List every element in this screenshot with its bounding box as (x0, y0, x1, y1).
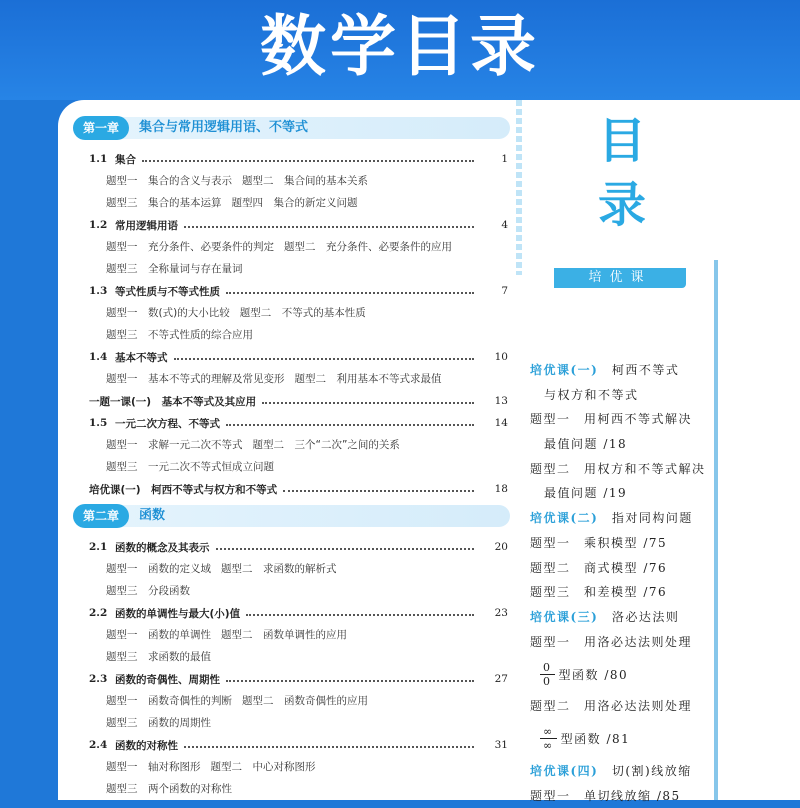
page-number: 20 (494, 541, 508, 553)
question-type: 题型二 利用基本不等式求最值 (294, 373, 442, 385)
toc-entry[interactable] (73, 602, 510, 624)
side-line-text: 题型一 用洛必达法则处理 (530, 634, 693, 649)
side-line-text: 题型一 乘积模型 /75 (530, 535, 668, 550)
toc-entry[interactable] (73, 412, 510, 434)
toc-char-mu: 目 (597, 113, 646, 169)
side-entry (530, 407, 800, 432)
question-type-row (73, 690, 510, 712)
peiyou-ribbon: 培优课 (554, 268, 686, 288)
toc-entry[interactable] (73, 734, 510, 756)
page-number: 10 (494, 351, 508, 363)
toc-main-column (73, 116, 510, 800)
leader-dots (174, 350, 475, 360)
toc-entry[interactable] (73, 390, 510, 412)
side-entry (530, 556, 800, 581)
question-type-row (73, 624, 510, 646)
toc-entry[interactable] (73, 478, 510, 500)
question-type: 题型二 函数单调性的应用 (221, 629, 347, 641)
page-number: 1 (501, 153, 508, 165)
section-number: 2.1 (89, 541, 108, 553)
side-entry (530, 457, 800, 482)
side-line-text: 题型二 用权方和不等式解决 (530, 461, 706, 476)
question-type: 题型三 不等式性质的综合应用 (106, 329, 253, 341)
page-number: 18 (494, 483, 508, 495)
question-type: 题型一 集合的含义与表示 (106, 175, 232, 187)
side-line-text: 洛必达法则 (598, 609, 680, 624)
leader-dots (216, 540, 475, 550)
question-type-row (73, 778, 510, 800)
fraction (540, 725, 557, 752)
side-line-text: 题型二 商式模型 /76 (530, 560, 668, 575)
leader-dots (226, 284, 474, 294)
question-type: 题型一 数(式)的大小比较 (106, 307, 230, 319)
question-type: 题型二 三个“二次”之间的关系 (252, 439, 400, 451)
fraction (540, 661, 555, 688)
question-type: 题型一 充分条件、必要条件的判定 (106, 241, 274, 253)
question-type: 题型二 求函数的解析式 (221, 563, 337, 575)
question-type: 题型二 不等式的基本性质 (239, 307, 366, 319)
fraction-denominator: 0 (543, 674, 552, 688)
side-entry (530, 630, 800, 655)
question-type: 题型三 集合的基本运算 (106, 197, 222, 209)
leader-dots (262, 394, 474, 404)
section-title: 一元二次方程、不等式 (115, 417, 220, 430)
page-number: 23 (494, 607, 508, 619)
side-entry (530, 654, 800, 694)
side-entry (530, 719, 800, 759)
section-number: 2.3 (89, 673, 108, 685)
side-entry (530, 481, 800, 506)
side-entry (530, 694, 800, 719)
question-type: 题型三 函数的周期性 (106, 717, 211, 729)
question-type: 题型一 函数的单调性 (106, 629, 211, 641)
question-type: 题型三 两个函数的对称性 (106, 783, 232, 795)
side-entry (530, 784, 800, 808)
banner-title: 数学目录 (260, 8, 540, 85)
page-number: 31 (494, 739, 508, 751)
section-title: 函数的奇偶性、周期性 (115, 673, 220, 686)
question-type: 题型二 函数奇偶性的应用 (242, 695, 368, 707)
question-type: 题型三 一元二次不等式恒成立问题 (106, 461, 274, 473)
toc-entry[interactable] (73, 346, 510, 368)
section-title: 基本不等式 (115, 351, 168, 364)
section-title: 常用逻辑用语 (115, 219, 178, 232)
question-type: 题型一 基本不等式的理解及常见变形 (106, 373, 285, 385)
side-line-text: 型函数 /81 (560, 732, 631, 747)
question-type: 题型三 分段函数 (106, 585, 190, 597)
side-line-text: 与权方和不等式 (544, 387, 639, 402)
question-type: 题型一 函数奇偶性的判断 (106, 695, 232, 707)
question-type: 题型三 求函数的最值 (106, 651, 211, 663)
question-type-row (73, 756, 510, 778)
page-number: 4 (501, 219, 508, 231)
fraction-numerator: ∞ (540, 725, 557, 739)
peiyou-label: 培优课(三) (530, 609, 599, 624)
peiyou-heading[interactable] (530, 358, 800, 383)
toc-side-column (516, 100, 800, 803)
fraction-denominator: ∞ (543, 739, 554, 753)
question-type-row (73, 258, 510, 280)
section-title: 等式性质与不等式性质 (115, 285, 220, 298)
question-type-row (73, 236, 510, 258)
chapter-header (73, 504, 510, 528)
toc-char-lu: 录 (597, 177, 646, 233)
side-line-text: 题型三 和差模型 /76 (530, 585, 668, 600)
peiyou-label: 培优课(二) (530, 511, 599, 526)
section-title: 函数的对称性 (115, 739, 178, 752)
question-type: 题型四 集合的新定义问题 (231, 197, 358, 209)
decorative-stripe (516, 100, 522, 275)
side-entry (530, 383, 800, 408)
leader-dots (142, 152, 474, 162)
toc-entry[interactable] (73, 148, 510, 170)
question-type-row (73, 558, 510, 580)
toc-entry[interactable] (73, 280, 510, 302)
leader-dots (226, 416, 474, 426)
side-line-text: 切(割)线放缩 (598, 763, 692, 778)
section-title: 一题一课(一) 基本不等式及其应用 (89, 395, 257, 408)
fraction-numerator: 0 (540, 661, 555, 675)
section-title: 函数的概念及其表示 (115, 541, 210, 554)
question-type: 题型二 集合间的基本关系 (242, 175, 368, 187)
section-title: 集合 (115, 153, 136, 166)
question-type: 题型一 函数的定义域 (106, 563, 211, 575)
question-type-row (73, 434, 510, 456)
question-type-row (73, 712, 510, 734)
peiyou-heading[interactable] (530, 759, 800, 784)
side-line-text: 题型一 单切线放缩 /85 (530, 788, 681, 803)
section-number: 1.2 (89, 219, 108, 231)
leader-dots (184, 218, 474, 228)
leader-dots (283, 482, 474, 492)
header-banner (0, 0, 800, 100)
question-type-row (73, 302, 510, 324)
chapter-header (73, 116, 510, 140)
section-number: 1.1 (89, 153, 108, 165)
side-line-text: 柯西不等式 (598, 363, 680, 377)
question-type: 题型一 求解一元二次不等式 (106, 439, 243, 451)
side-line-text: 指对同构问题 (598, 511, 693, 526)
peiyou-label: 培优课(四) (530, 763, 599, 778)
question-type-row (73, 580, 510, 602)
chapter-title: 函数 (139, 508, 166, 523)
question-type-row (73, 170, 510, 192)
side-entry (530, 432, 800, 457)
question-type: 题型二 中心对称图形 (210, 761, 316, 773)
chapter-label: 第二章 (73, 504, 129, 528)
question-type: 题型三 全称量词与存在量词 (106, 263, 243, 275)
page-number: 7 (501, 285, 508, 297)
question-type-row (73, 324, 510, 346)
side-line-text: 最值问题 /19 (544, 486, 628, 501)
chapter-label: 第一章 (73, 116, 129, 140)
side-line-text: 最值问题 /18 (544, 437, 628, 452)
side-entry (530, 580, 800, 605)
peiyou-label: 培优课(一) (530, 363, 599, 377)
section-number: 2.2 (89, 607, 108, 619)
page-number: 27 (494, 673, 508, 685)
page-number: 14 (494, 417, 508, 429)
section-number: 1.5 (89, 417, 108, 429)
leader-dots (226, 672, 474, 682)
question-type-row (73, 368, 510, 390)
side-line-text: 型函数 /80 (558, 667, 629, 682)
leader-dots (246, 606, 474, 616)
question-type: 题型二 充分条件、必要条件的应用 (284, 241, 452, 253)
question-type-row (73, 192, 510, 214)
section-number: 1.3 (89, 285, 108, 297)
peiyou-list (530, 358, 800, 808)
chapter-title: 集合与常用逻辑用语、不等式 (139, 120, 309, 135)
peiyou-heading[interactable] (530, 605, 800, 630)
toc-entry[interactable] (73, 536, 510, 558)
section-title: 函数的单调性与最大(小)值 (115, 607, 241, 620)
page-number: 13 (494, 395, 508, 407)
leader-dots (184, 738, 474, 748)
section-title: 培优课(一) 柯西不等式与权方和不等式 (89, 483, 278, 496)
peiyou-heading[interactable] (530, 506, 800, 531)
question-type-row (73, 456, 510, 478)
side-line-text: 题型二 用洛必达法则处理 (530, 699, 693, 714)
question-type-row (73, 646, 510, 668)
section-number: 1.4 (89, 351, 108, 363)
question-type: 题型一 轴对称图形 (106, 761, 201, 773)
toc-entry[interactable] (73, 214, 510, 236)
side-entry (530, 531, 800, 556)
toc-entry[interactable] (73, 668, 510, 690)
section-number: 2.4 (89, 739, 108, 751)
side-line-text: 题型一 用柯西不等式解决 (530, 412, 693, 427)
